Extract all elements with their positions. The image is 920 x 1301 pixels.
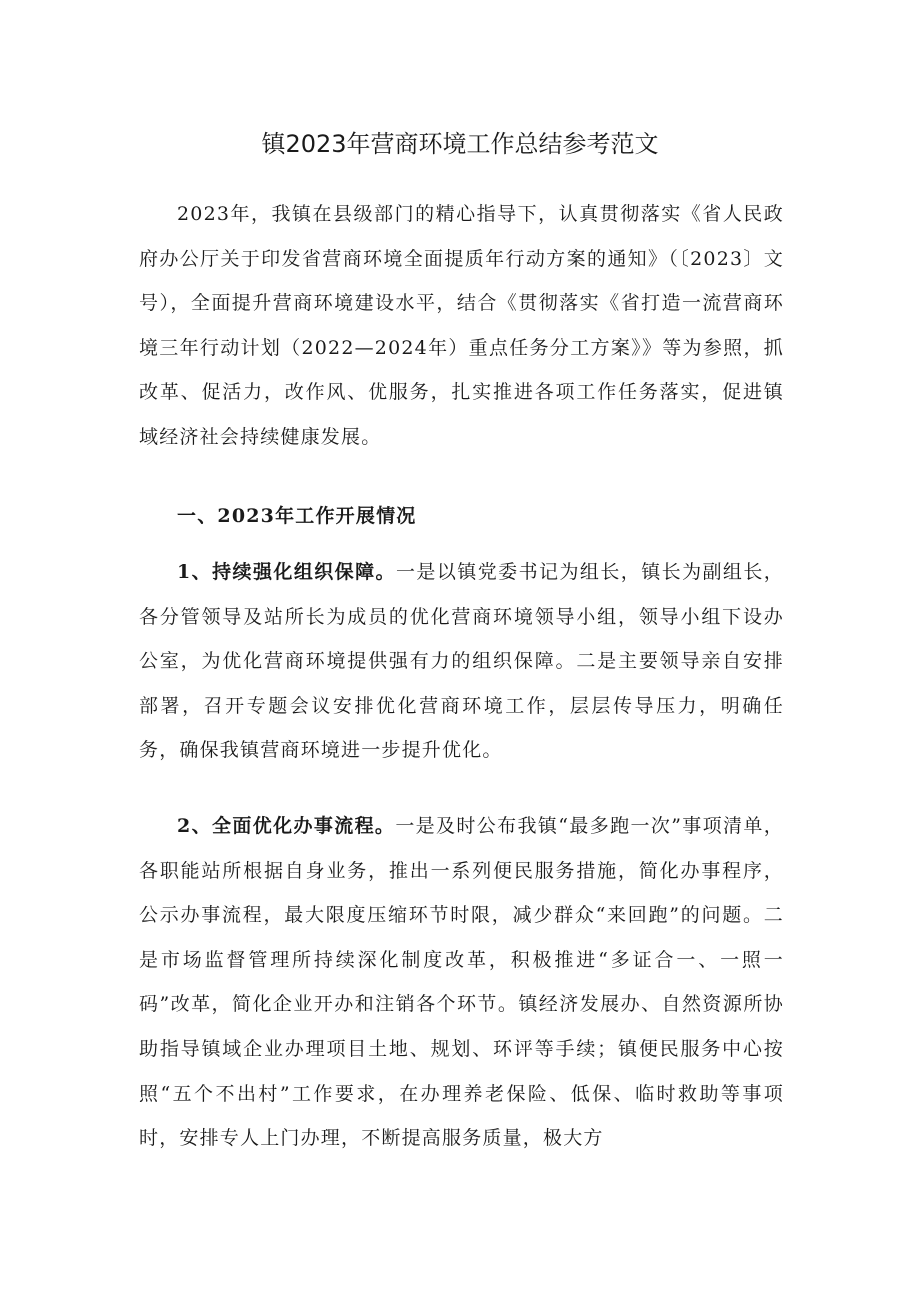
item-2-paragraph [139, 804, 784, 1161]
item-1-heading: 1、持续强化组织保障。 [177, 561, 396, 583]
document-title: 镇2023年营商环境工作总结参考范文 [261, 130, 659, 158]
section-heading: 一、2023年工作开展情况 [177, 505, 417, 527]
item-1-paragraph [139, 550, 784, 773]
item-2-body: 一是及时公布我镇“最多跑一次”事项清单，各职能站所根据自身业务，推出一系列便民服务措施，简化办事程序，公示办事流程，最大限度压缩环节时限，减少群众“来回跑”的问题。二是市场监督管理所持续深化制度改革，积极推进“多证合一、一照一码”改革，简化企业开办和注销各个环节。镇经济发展办、自然资源所协助指导镇域企业办理项目土地、规划、环评等手续；镇便民服务中心按照“五个不出村”工作要求，在办理养老保险、低保、临时救助等事项时，安排专人上门办理，不断提高服务质量，极大方 [139, 815, 784, 1150]
intro-paragraph: 2023年，我镇在县级部门的精心指导下，认真贯彻落实《省人民政府办公厅关于印发省营商环境全面提质年行动方案的通知》（〔2023〕文号），全面提升营商环境建设水平，结合《贯彻落实《省打造一流营商环境三年行动计划（2022—2024年）重点任务分工方案》》等为参照，抓改革、促活力，改作风、优服务，扎实推进各项工作任务落实，促进镇域经济社会持续健康发展。 [139, 203, 784, 448]
item-1-body: 一是以镇党委书记为组长，镇长为副组长，各分管领导及站所长为成员的优化营商环境领导小组，领导小组下设办公室，为优化营商环境提供强有力的组织保障。二是主要领导亲自安排部署，召开专题会议安排优化营商环境工作，层层传导压力，明确任务，确保我镇营商环境进一步提升优化。 [139, 561, 785, 762]
item-2-heading: 2、全面优化办事流程。 [177, 815, 396, 837]
